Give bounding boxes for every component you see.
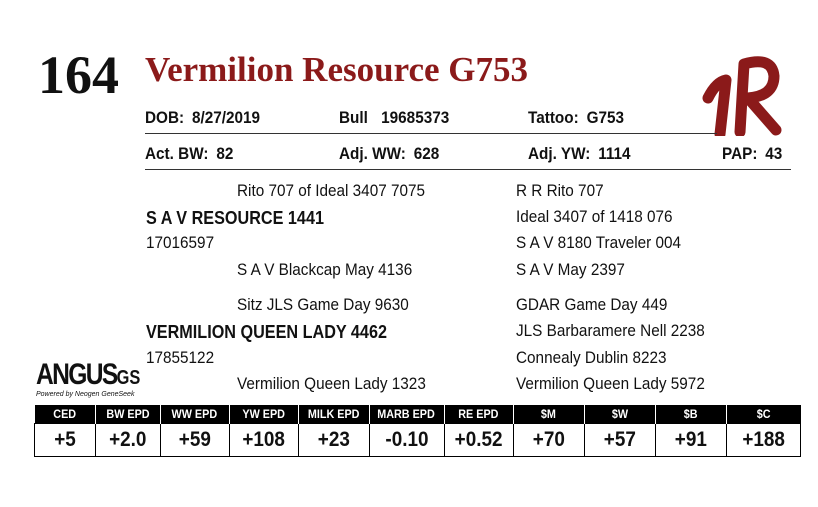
epd-value-b: +91 — [655, 424, 726, 457]
dam-registration: 17855122 — [146, 348, 215, 367]
birth-weight-label: Act. BW: — [145, 144, 209, 163]
dam-dam-sire: Connealy Dublin 8223 — [516, 348, 667, 367]
yearling-weight-field — [528, 144, 631, 164]
epd-value-yw: +108 — [229, 424, 298, 457]
epd-table — [34, 405, 801, 457]
dob-field — [145, 108, 260, 128]
weaning-weight-label: Adj. WW: — [339, 144, 406, 163]
epd-value-c: +188 — [726, 424, 801, 457]
sire-sire-sire: R R Rito 707 — [516, 181, 604, 200]
header-divider-1 — [145, 133, 717, 134]
sire-sire: Rito 707 of Ideal 3407 7075 — [237, 181, 426, 200]
dam-sire-dam: JLS Barbaramere Nell 2238 — [516, 321, 705, 340]
weaning-weight-field — [339, 144, 439, 164]
header-divider-2 — [145, 169, 791, 170]
epd-value-re: +0.52 — [444, 424, 513, 457]
birth-weight-value: 82 — [216, 144, 234, 163]
dam-sire-sire: GDAR Game Day 449 — [516, 295, 668, 314]
angus-gs-wordmark — [36, 360, 140, 390]
sire-name: S A V RESOURCE 1441 — [146, 208, 324, 228]
epd-header-ced: CED — [35, 405, 96, 424]
epd-header-m: $M — [513, 405, 584, 424]
sire-dam-dam: S A V May 2397 — [516, 260, 625, 279]
logo-main-text: ANGUS — [36, 358, 117, 391]
registration-label: Bull — [339, 108, 368, 127]
dam-dam-dam: Vermilion Queen Lady 5972 — [516, 374, 705, 393]
epd-value-row — [35, 424, 801, 457]
epd-header-ww: WW EPD — [160, 405, 229, 424]
dam-name: VERMILION QUEEN LADY 4462 — [146, 322, 387, 342]
sire-registration: 17016597 — [146, 233, 215, 252]
epd-value-marb: -0.10 — [369, 424, 444, 457]
tattoo-field — [528, 108, 624, 128]
animal-name: Vermilion Resource G753 — [145, 50, 529, 89]
sire-sire-dam: Ideal 3407 of 1418 076 — [516, 207, 673, 226]
logo-tagline: Powered by Neogen GeneSeek — [36, 391, 135, 398]
epd-value-m: +70 — [513, 424, 584, 457]
epd-header-row — [35, 405, 801, 424]
registration-field — [339, 108, 449, 128]
yearling-weight-label: Adj. YW: — [528, 144, 591, 163]
epd-header-bw: BW EPD — [95, 405, 160, 424]
dob-value: 8/27/2019 — [191, 108, 261, 127]
yearling-weight-value: 1114 — [598, 144, 631, 163]
dam-dam: Vermilion Queen Lady 1323 — [237, 374, 426, 393]
epd-header-yw: YW EPD — [229, 405, 298, 424]
epd-header-milk: MILK EPD — [298, 405, 369, 424]
tattoo-label: Tattoo: — [528, 108, 579, 127]
epd-value-w: +57 — [584, 424, 655, 457]
dam-sire: Sitz JLS Game Day 9630 — [237, 295, 409, 314]
epd-header-c: $C — [726, 405, 801, 424]
sire-dam: S A V Blackcap May 4136 — [237, 260, 413, 279]
epd-value-ww: +59 — [160, 424, 229, 457]
epd-header-b: $B — [655, 405, 726, 424]
epd-value-milk: +23 — [298, 424, 369, 457]
epd-header-re: RE EPD — [444, 405, 513, 424]
lot-number: 164 — [38, 45, 119, 105]
pap-value: 43 — [765, 144, 783, 163]
epd-header-marb: MARB EPD — [369, 405, 444, 424]
pap-label: PAP: — [722, 144, 758, 163]
tattoo-value: G753 — [586, 108, 625, 127]
logo-suffix-text: GS — [116, 367, 141, 389]
ranch-brand-icon — [700, 52, 782, 136]
angus-gs-logo — [36, 360, 163, 398]
registration-value: 19685373 — [381, 108, 450, 127]
sire-dam-sire: S A V 8180 Traveler 004 — [516, 233, 682, 252]
birth-weight-field — [145, 144, 233, 164]
epd-header-w: $W — [584, 405, 655, 424]
dob-label: DOB: — [145, 108, 185, 127]
epd-value-bw: +2.0 — [95, 424, 160, 457]
epd-value-ced: +5 — [35, 424, 96, 457]
pap-field — [722, 144, 782, 164]
weaning-weight-value: 628 — [413, 144, 440, 163]
